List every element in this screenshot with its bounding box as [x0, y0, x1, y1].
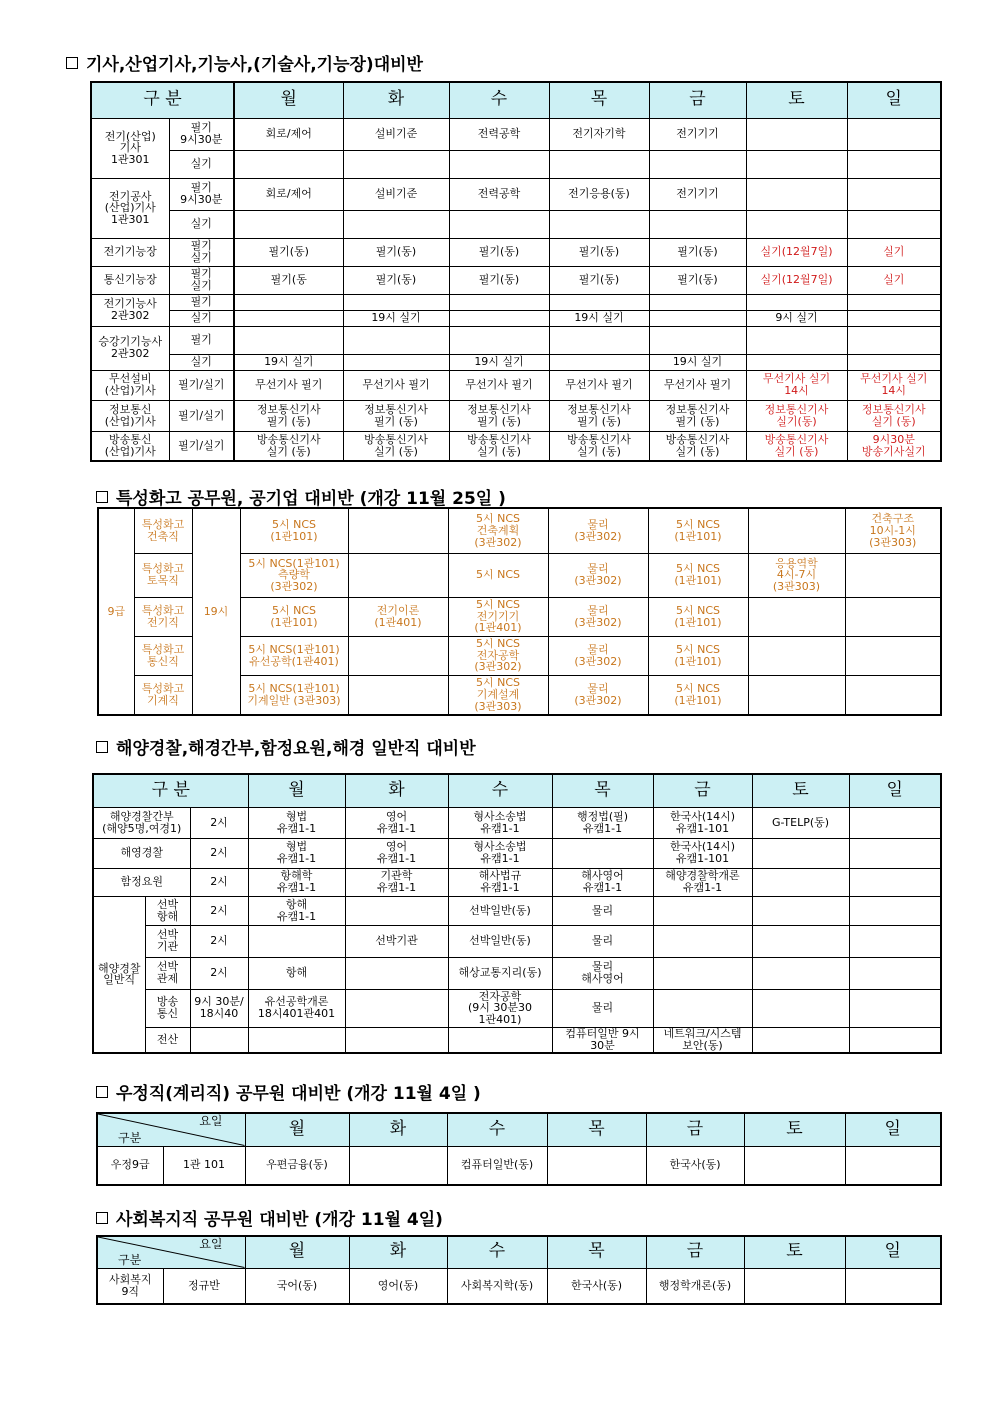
session-label: 필기/실기 — [169, 370, 234, 400]
cell — [746, 178, 847, 210]
cell: 회로/제어 — [234, 118, 343, 150]
job-label: 특성화고 기계직 — [134, 675, 192, 715]
header-day: 토 — [752, 774, 849, 807]
cell: 물리 (3관302) — [548, 508, 648, 553]
cell: 5시 NCS 전자공학 (3관302) — [448, 636, 548, 675]
cell — [349, 1146, 447, 1185]
cell — [449, 210, 549, 238]
cell: 5시 NCS (1관101) — [240, 597, 348, 636]
cell — [849, 868, 941, 896]
cell: 방송통신기사 실기 (동) — [234, 431, 343, 461]
cell — [348, 675, 448, 715]
cell: 항해학 유캠1-1 — [248, 868, 345, 896]
cell: 사회복지학(동) — [447, 1268, 547, 1304]
cell: 9시30분 방송기사실기 — [847, 431, 941, 461]
cell — [248, 1027, 345, 1053]
cell: 무선기사 필기 — [343, 370, 449, 400]
grade-label: 9급 — [98, 508, 134, 715]
cell: 형법 유캠1-1 — [248, 807, 345, 838]
cell: 행정학개론(동) — [646, 1268, 744, 1304]
cell — [849, 925, 941, 957]
time-label: 2시 — [190, 925, 248, 957]
cell: 정보통신기사 필기 (동) — [649, 400, 746, 431]
cell: 무선기사 필기 — [549, 370, 649, 400]
cell: 정보통신기사 실기 (동) — [847, 400, 941, 431]
sub-label: 전산 — [145, 1027, 190, 1053]
cell — [746, 210, 847, 238]
schedule-table-5 — [96, 1235, 942, 1305]
cell — [234, 310, 343, 326]
cell — [449, 310, 549, 326]
session-label: 필기 — [169, 326, 234, 354]
row-label: 해영경찰 — [93, 838, 190, 868]
header-day: 일 — [845, 1113, 941, 1146]
cell: 선박일반(동) — [448, 925, 552, 957]
cell — [653, 989, 752, 1027]
cell — [649, 210, 746, 238]
cell — [847, 150, 941, 178]
cell: 설비기준 — [343, 118, 449, 150]
header-day: 월 — [234, 82, 343, 118]
cell: 5시 NCS — [448, 553, 548, 597]
cell — [549, 294, 649, 310]
time-label: 2시 — [190, 896, 248, 925]
cell: 무선기사 실기 14시 — [847, 370, 941, 400]
session-label: 실기 — [169, 210, 234, 238]
cell — [649, 150, 746, 178]
header-day: 수 — [449, 82, 549, 118]
checkbox-bullet-icon — [96, 491, 108, 503]
row-label: 방송통신 (산업)기사 — [91, 431, 169, 461]
cell: 물리 (3관302) — [548, 675, 648, 715]
cell: 컴퓨터일반(동) — [447, 1146, 547, 1185]
cell: 영어 유캠1-1 — [345, 838, 448, 868]
cell — [234, 326, 343, 354]
header-day: 토 — [744, 1113, 845, 1146]
cell — [234, 294, 343, 310]
group-label: 해양경찰 일반직 — [93, 896, 145, 1053]
checkbox-bullet-icon — [96, 1086, 108, 1098]
cell — [653, 925, 752, 957]
header-day: 목 — [549, 82, 649, 118]
cell: 방송통신기사 실기 (동) — [746, 431, 847, 461]
cell: 한국사(14시) 유캠1-101 — [653, 838, 752, 868]
cell: 전력공학 — [449, 118, 549, 150]
time-label: 9시 30분/ 18시40 — [190, 989, 248, 1027]
cell: 해사영어 유캠1-1 — [552, 868, 653, 896]
cell: 항해 유캠1-1 — [248, 896, 345, 925]
cell — [449, 326, 549, 354]
header-day: 화 — [349, 1113, 447, 1146]
cell: G-TELP(동) — [752, 807, 849, 838]
cell — [849, 957, 941, 989]
section-title-5: 사회복지직 공무원 대비반 (개강 11월 4일) — [96, 1205, 443, 1230]
cell: 전자공학 (9시 30분30 1관401) — [448, 989, 552, 1027]
cell: 물리 (3관302) — [548, 636, 648, 675]
cell — [348, 508, 448, 553]
cell — [746, 354, 847, 370]
cell — [752, 957, 849, 989]
cell — [849, 989, 941, 1027]
row-label: 전기기능사 2관302 — [91, 294, 169, 326]
header-day: 수 — [448, 774, 552, 807]
room-label: 1관 101 — [163, 1146, 245, 1185]
header-day: 수 — [447, 1113, 547, 1146]
row-label: 해양경찰간부 (해양5명,여경1) — [93, 807, 190, 838]
cell — [847, 310, 941, 326]
cell: 우편금융(동) — [245, 1146, 349, 1185]
cell — [849, 896, 941, 925]
sub-label: 선박 항해 — [145, 896, 190, 925]
cell: 해양경찰학개론 유캠1-1 — [653, 868, 752, 896]
cell: 건축구조 10시-1시 (3관303) — [845, 508, 941, 553]
job-label: 특성화고 건축직 — [134, 508, 192, 553]
cell — [748, 675, 845, 715]
row-label: 정보통신 (산업)기사 — [91, 400, 169, 431]
cell: 전기응용(동) — [549, 178, 649, 210]
row-label: 승강기기능사 2관302 — [91, 326, 169, 370]
cell — [845, 1146, 941, 1185]
cell: 5시 NCS (1관101) — [648, 675, 748, 715]
cell — [752, 868, 849, 896]
cell — [748, 508, 845, 553]
time-label: 19시 — [192, 508, 240, 715]
cell: 전기이론 (1관401) — [348, 597, 448, 636]
cell — [744, 1146, 845, 1185]
cell — [345, 989, 448, 1027]
header-day: 목 — [552, 774, 653, 807]
cell — [234, 210, 343, 238]
cell: 필기(동) — [549, 238, 649, 266]
cell — [847, 178, 941, 210]
cell: 정보통신기사 필기 (동) — [449, 400, 549, 431]
cell: 무선기사 필기 — [234, 370, 343, 400]
cell — [847, 118, 941, 150]
sub-label: 선박 기관 — [145, 925, 190, 957]
cell: 네트워크/시스템 보안(동) — [653, 1027, 752, 1053]
header-gubun: 구 분 — [93, 774, 248, 807]
cell — [847, 294, 941, 310]
cell: 한국사(동) — [547, 1268, 646, 1304]
header-day: 수 — [447, 1236, 547, 1268]
cell: 필기(동) — [343, 266, 449, 294]
cell: 선박기관 — [345, 925, 448, 957]
checkbox-bullet-icon — [96, 741, 108, 753]
cell — [649, 294, 746, 310]
cell — [549, 326, 649, 354]
header-day: 화 — [343, 82, 449, 118]
cell — [748, 636, 845, 675]
cell: 물리 (3관302) — [548, 553, 648, 597]
header-day: 일 — [845, 1236, 941, 1268]
cell — [746, 326, 847, 354]
cell — [343, 210, 449, 238]
cell: 형사소송법 유캠1-1 — [448, 807, 552, 838]
cell: 방송통신기사 실기 (동) — [549, 431, 649, 461]
cell: 실기 — [847, 238, 941, 266]
cell: 5시 NCS 건축계획 (3관302) — [448, 508, 548, 553]
cell: 방송통신기사 실기 (동) — [343, 431, 449, 461]
cell — [448, 1027, 552, 1053]
cell — [849, 807, 941, 838]
job-label: 특성화고 통신직 — [134, 636, 192, 675]
cell: 5시 NCS (1관101) — [648, 553, 748, 597]
cell: 실기(12월7일) — [746, 238, 847, 266]
header-day: 금 — [646, 1236, 744, 1268]
cell — [549, 354, 649, 370]
cell — [752, 838, 849, 868]
header-gubun: 구 분 — [91, 82, 234, 118]
cell: 방송통신기사 실기 (동) — [449, 431, 549, 461]
header-diagonal: 요일 구분 — [97, 1236, 245, 1268]
cell — [845, 553, 941, 597]
cell: 유선공학개론 18시401관401 — [248, 989, 345, 1027]
session-label: 필기 실기 — [169, 266, 234, 294]
cell: 물리 — [552, 989, 653, 1027]
job-label: 특성화고 토목직 — [134, 553, 192, 597]
time-label: 2시 — [190, 838, 248, 868]
cell: 무선기사 필기 — [649, 370, 746, 400]
cell: 필기(동) — [449, 238, 549, 266]
cell — [752, 925, 849, 957]
session-label: 필기/실기 — [169, 431, 234, 461]
session-label: 필기 — [169, 294, 234, 310]
cell: 5시 NCS (1관101) — [648, 636, 748, 675]
row-label: 무선설비 (산업)기사 — [91, 370, 169, 400]
cell: 9시 실기 — [746, 310, 847, 326]
header-day: 월 — [245, 1236, 349, 1268]
header-day: 월 — [245, 1113, 349, 1146]
cell — [653, 957, 752, 989]
header-day: 목 — [547, 1113, 646, 1146]
cell: 필기(동) — [343, 238, 449, 266]
session-label: 실기 — [169, 354, 234, 370]
cell: 컴퓨터일반 9시 30분 — [552, 1027, 653, 1053]
cell: 형사소송법 유캠1-1 — [448, 838, 552, 868]
row-label: 전기(산업) 기사 1관301 — [91, 118, 169, 178]
section-title-1: 기사,산업기사,기능사,(기술사,기능장)대비반 — [66, 50, 423, 75]
cell: 행정법(필) 유캠1-1 — [552, 807, 653, 838]
schedule-table-2 — [97, 507, 942, 716]
cell — [845, 636, 941, 675]
cell — [746, 118, 847, 150]
section-title-4: 우정직(계리직) 공무원 대비반 (개강 11월 4일 ) — [96, 1079, 481, 1104]
cell: 19시 실기 — [549, 310, 649, 326]
cell: 5시 NCS (1관101) — [240, 508, 348, 553]
time-label — [190, 1027, 248, 1053]
row-label: 통신기능장 — [91, 266, 169, 294]
header-day: 금 — [646, 1113, 744, 1146]
cell — [752, 896, 849, 925]
cell — [653, 896, 752, 925]
cell: 한국사(동) — [646, 1146, 744, 1185]
cell: 한국사(14시) 유캠1-101 — [653, 807, 752, 838]
cell: 정보통신기사 실기(동) — [746, 400, 847, 431]
cell: 19시 실기 — [449, 354, 549, 370]
cell: 물리 — [552, 896, 653, 925]
cell — [649, 310, 746, 326]
cell: 항해 — [248, 957, 345, 989]
cell — [248, 925, 345, 957]
header-day: 금 — [649, 82, 746, 118]
cell — [343, 150, 449, 178]
header-day: 일 — [849, 774, 941, 807]
cell — [849, 838, 941, 868]
cell: 전기기기 — [649, 178, 746, 210]
cell: 19시 실기 — [649, 354, 746, 370]
cell — [847, 210, 941, 238]
cell: 5시 NCS(1관101) 기계일반 (3관303) — [240, 675, 348, 715]
cell — [348, 553, 448, 597]
cell: 실기(12월7일) — [746, 266, 847, 294]
cell: 정보통신기사 필기 (동) — [234, 400, 343, 431]
cell — [343, 294, 449, 310]
cell — [449, 150, 549, 178]
cell: 설비기준 — [343, 178, 449, 210]
cell: 필기(동) — [449, 266, 549, 294]
session-label: 필기/실기 — [169, 400, 234, 431]
cell: 필기(동) — [234, 238, 343, 266]
row-label: 전기기능장 — [91, 238, 169, 266]
cell: 물리 (3관302) — [548, 597, 648, 636]
cell: 회로/제어 — [234, 178, 343, 210]
cell: 5시 NCS 기계설계 (3관303) — [448, 675, 548, 715]
header-day: 금 — [653, 774, 752, 807]
cell — [345, 896, 448, 925]
time-label: 2시 — [190, 807, 248, 838]
cell — [847, 354, 941, 370]
cell — [343, 354, 449, 370]
row-label: 우정9급 — [97, 1146, 163, 1185]
cell — [549, 150, 649, 178]
cell: 필기(동) — [649, 238, 746, 266]
cell — [345, 957, 448, 989]
row-label: 사회복지 9직 — [97, 1268, 163, 1304]
cell: 5시 NCS 전기기기 (1관401) — [448, 597, 548, 636]
header-day: 목 — [547, 1236, 646, 1268]
cell: 5시 NCS (1관101) — [648, 597, 748, 636]
cell — [348, 636, 448, 675]
cell: 해상교통지리(동) — [448, 957, 552, 989]
cell: 전기자기학 — [549, 118, 649, 150]
cell — [845, 1268, 941, 1304]
cell: 정보통신기사 필기 (동) — [343, 400, 449, 431]
time-label: 2시 — [190, 868, 248, 896]
cell — [552, 838, 653, 868]
cell: 19시 실기 — [343, 310, 449, 326]
session-label: 필기 9시30분 — [169, 178, 234, 210]
cell — [845, 675, 941, 715]
row-label: 전기공사 (산업)기사 1관301 — [91, 178, 169, 238]
header-diagonal: 요일 구분 — [97, 1113, 245, 1146]
cell — [343, 326, 449, 354]
session-label: 필기 9시30분 — [169, 118, 234, 150]
header-day: 토 — [744, 1236, 845, 1268]
session-label: 실기 — [169, 150, 234, 178]
section-title-3: 해양경찰,해경간부,함정요원,해경 일반직 대비반 — [96, 734, 476, 759]
cell: 영어(동) — [349, 1268, 447, 1304]
cell: 물리 — [552, 925, 653, 957]
job-label: 특성화고 전기직 — [134, 597, 192, 636]
schedule-table-1 — [90, 81, 942, 462]
cell — [845, 597, 941, 636]
cell: 필기(동) — [649, 266, 746, 294]
section-title-2: 특성화고 공무원, 공기업 대비반 (개강 11월 25일 ) — [96, 484, 506, 509]
cell: 5시 NCS(1관101) 유선공학(1관401) — [240, 636, 348, 675]
header-day: 화 — [345, 774, 448, 807]
room-label: 정규반 — [163, 1268, 245, 1304]
cell — [746, 294, 847, 310]
cell: 해사법규 유캠1-1 — [448, 868, 552, 896]
cell — [234, 150, 343, 178]
cell: 선박일반(동) — [448, 896, 552, 925]
cell: 국어(동) — [245, 1268, 349, 1304]
cell: 필기(동 — [234, 266, 343, 294]
cell: 실기 — [847, 266, 941, 294]
cell: 19시 실기 — [234, 354, 343, 370]
cell: 응용역학 4시-7시 (3관303) — [748, 553, 845, 597]
session-label: 실기 — [169, 310, 234, 326]
cell — [345, 1027, 448, 1053]
cell: 영어 유캠1-1 — [345, 807, 448, 838]
sub-label: 선박 관제 — [145, 957, 190, 989]
cell: 방송통신기사 실기 (동) — [649, 431, 746, 461]
cell: 5시 NCS (1관101) — [648, 508, 748, 553]
cell — [746, 150, 847, 178]
cell — [547, 1146, 646, 1185]
cell: 5시 NCS(1관101) 측량학 (3관302) — [240, 553, 348, 597]
checkbox-bullet-icon — [66, 57, 78, 69]
cell — [849, 1027, 941, 1053]
cell: 무선기사 필기 — [449, 370, 549, 400]
cell: 정보통신기사 필기 (동) — [549, 400, 649, 431]
cell — [752, 1027, 849, 1053]
cell — [649, 326, 746, 354]
schedule-table-3 — [92, 773, 942, 1054]
session-label: 필기 실기 — [169, 238, 234, 266]
sub-label: 방송 통신 — [145, 989, 190, 1027]
cell: 기관학 유캠1-1 — [345, 868, 448, 896]
cell: 무선기사 실기 14시 — [746, 370, 847, 400]
cell: 필기(동) — [549, 266, 649, 294]
header-day: 일 — [847, 82, 941, 118]
cell — [847, 326, 941, 354]
cell: 물리 해사영어 — [552, 957, 653, 989]
header-day: 토 — [746, 82, 847, 118]
checkbox-bullet-icon — [96, 1212, 108, 1224]
cell: 전력공학 — [449, 178, 549, 210]
cell: 전기기기 — [649, 118, 746, 150]
time-label: 2시 — [190, 957, 248, 989]
cell — [549, 210, 649, 238]
cell — [748, 597, 845, 636]
cell: 형법 유캠1-1 — [248, 838, 345, 868]
header-day: 월 — [248, 774, 345, 807]
schedule-table-4 — [96, 1112, 942, 1186]
cell — [744, 1268, 845, 1304]
row-label: 함정요원 — [93, 868, 190, 896]
cell — [449, 294, 549, 310]
header-day: 화 — [349, 1236, 447, 1268]
cell — [752, 989, 849, 1027]
